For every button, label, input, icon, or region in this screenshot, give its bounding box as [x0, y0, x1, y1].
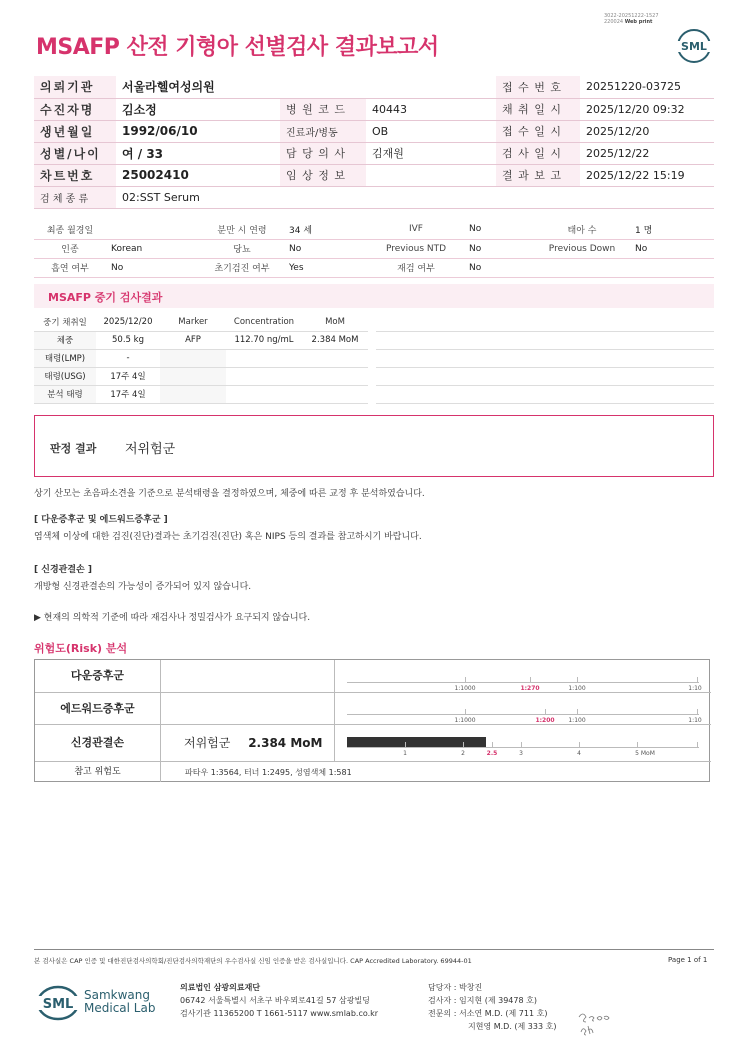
- section-header-results: [34, 284, 714, 308]
- empty-cell: [376, 385, 444, 403]
- scale-line: [347, 682, 699, 683]
- logo-wordmark: [84, 989, 155, 1015]
- value-specimen-type: 02:SST Serum: [116, 186, 714, 208]
- value-mom: 2.384 MoM: [302, 331, 368, 349]
- results-table: [34, 313, 368, 404]
- tick-label: 5 MoM: [635, 750, 655, 757]
- footer-organization: [180, 981, 378, 1020]
- empty-cell: [226, 385, 302, 403]
- web-print-label: Web print: [624, 19, 653, 25]
- label-receipt-date: 접 수 일 시: [496, 120, 580, 142]
- risk-table: [34, 659, 710, 782]
- empty-cell: [444, 313, 506, 331]
- section-title: MSAFP 중기 검사결과: [48, 291, 163, 304]
- value-report-time: 2025/12/22 15:19: [580, 164, 714, 186]
- empty-cell: [586, 385, 714, 403]
- value-retest: No: [464, 258, 534, 277]
- note-heading-ntd: [ 신경관결손 ]: [34, 565, 92, 575]
- tick-label: 1:100: [568, 685, 586, 692]
- patient-info-table: [34, 76, 714, 209]
- empty-cell: [160, 385, 226, 403]
- sml-logo-text: SML: [42, 997, 74, 1012]
- value-department: OB: [366, 120, 496, 142]
- value-lmp: [106, 220, 200, 239]
- label-retest: 재검 여부: [368, 258, 464, 277]
- label-smoking: 흡연 여부: [34, 258, 106, 277]
- label-weight: 체중: [34, 331, 96, 349]
- empty-cell: [376, 367, 444, 385]
- value-ga-analysis: 17주 4일: [96, 385, 160, 403]
- scale-line: [347, 714, 699, 715]
- empty-cell: [376, 349, 444, 367]
- empty-cell: [376, 331, 444, 349]
- label-race: 인종: [34, 239, 106, 258]
- signature-icon: [576, 1008, 612, 1038]
- value-chart-no: 25002410: [116, 164, 280, 186]
- tick: [579, 742, 580, 747]
- logo-line1: Samkwang: [84, 988, 150, 1002]
- label-collection-date: 중기 채취일: [34, 313, 96, 331]
- reference-risks: 파타우 1:3564, 터너 1:2495, 성염색체 1:581: [185, 768, 352, 777]
- tick: [545, 709, 546, 714]
- org-name: 의료법인 삼광의료재단: [180, 983, 261, 992]
- header-concentration: Concentration: [226, 313, 302, 331]
- value-ivf: No: [464, 220, 534, 239]
- tick: [465, 709, 466, 714]
- empty-cell: [376, 313, 444, 331]
- label-test-date: 검 사 일 시: [496, 142, 580, 164]
- value-smoking: No: [106, 258, 200, 277]
- ntd-mom: 2.384 MoM: [248, 736, 323, 750]
- label-ivf: IVF: [368, 220, 464, 239]
- web-id-line1: 3022-20251222-1527: [604, 13, 659, 19]
- value-weight: 50.5 kg: [96, 331, 160, 349]
- tick-label: 1:1000: [454, 685, 476, 692]
- empty-cell: [506, 367, 586, 385]
- risk-mid-down: [161, 660, 335, 692]
- note-analysis: 상기 산모는 초음파소견을 기준으로 분석태령을 결정하였으며, 체중에 따른 교정 후 분석하였습니다.: [34, 489, 425, 499]
- risk-mid-edwards: [161, 693, 335, 724]
- value-test-date: 2025/12/22: [580, 142, 714, 164]
- empty-cell: [444, 385, 506, 403]
- value-clinical-info: [366, 164, 496, 186]
- label-clinical-info: 임 상 정 보: [280, 164, 366, 186]
- empty-cell: [586, 367, 714, 385]
- tick: [697, 677, 698, 682]
- tick-label: 1:10: [688, 685, 702, 692]
- judgement-label: 판정 결과: [50, 442, 97, 455]
- label-specimen-type: 검 체 종 류: [34, 186, 116, 208]
- empty-cell: [302, 349, 368, 367]
- value-accession-no: 20251220-03725: [580, 76, 714, 98]
- results-table-empty: [376, 313, 714, 404]
- label-physician: 담 당 의 사: [280, 142, 366, 164]
- risk-title: 위험도(Risk) 분석: [34, 642, 128, 655]
- note-down-edwards: 염색체 이상에 대한 검진(진단)결과는 초기검진(진단) 혹은 NIPS 등의 결과를 참고하시기 바랍니다.: [34, 532, 422, 542]
- value-collection-time: 2025/12/20 09:32: [580, 98, 714, 120]
- tick-label-risk: 1:200: [535, 717, 555, 724]
- label-first-screening: 초기검진 여부: [200, 258, 284, 277]
- value-patient-name: 김소정: [116, 98, 280, 120]
- empty-cell: [302, 385, 368, 403]
- label-previous-down: Previous Down: [534, 239, 630, 258]
- empty-cell: [226, 367, 302, 385]
- label-diabetes: 당뇨: [200, 239, 284, 258]
- risk-mid-ntd: [161, 725, 335, 761]
- tick: [577, 677, 578, 682]
- note-heading-down-edwards: [ 다운증후군 및 에드워드증후군 ]: [34, 515, 168, 525]
- tick: [637, 742, 638, 747]
- risk-row-down: [35, 660, 711, 693]
- risk-row-edwards: [35, 693, 711, 725]
- empty-cell: [506, 313, 586, 331]
- sml-logo-icon: [676, 28, 712, 64]
- empty-cell: [160, 349, 226, 367]
- staff-tester: 임지현 (제 39478 호): [458, 996, 537, 1005]
- label-sex-age: 성별/나이: [34, 142, 116, 164]
- empty-cell: [586, 349, 714, 367]
- tick-label: 2: [461, 750, 465, 757]
- risk-scale-ntd: [347, 734, 699, 764]
- empty-cell: [534, 258, 630, 277]
- page-number: Page 1 of 1: [668, 956, 708, 964]
- staff-specialist-1: 서소연 M.D. (제 711 호): [458, 1009, 548, 1018]
- footer-divider: [34, 949, 714, 950]
- risk-name-down: 다운증후군: [35, 660, 161, 692]
- value-ga-usg: 17주 4일: [96, 367, 160, 385]
- tick-label-risk: 1:270: [520, 685, 540, 692]
- label-maternal-age: 분만 시 연령: [200, 220, 284, 239]
- risk-name-reference: 참고 위험도: [35, 762, 161, 782]
- tick-label: 1:100: [568, 717, 586, 724]
- label-previous-ntd: Previous NTD: [368, 239, 464, 258]
- label-accession-no: 접 수 번 호: [496, 76, 580, 98]
- label-birthdate: 생년월일: [34, 120, 116, 142]
- empty-cell: [506, 385, 586, 403]
- label-department: 진료과/병동: [280, 120, 366, 142]
- note-recommendation: ▶ 현재의 의학적 기준에 따라 재검사나 정밀검사가 요구되지 않습니다.: [34, 613, 311, 623]
- label-ga-lmp: 태령(LMP): [34, 349, 96, 367]
- samkwang-logo: [36, 983, 156, 1023]
- tick-label-cutoff: 2.5: [486, 750, 498, 757]
- staff-label-specialist: 전문의 :: [428, 1009, 457, 1018]
- tick: [463, 742, 464, 747]
- empty-cell: [160, 367, 226, 385]
- empty-cell: [226, 349, 302, 367]
- judgement-value: 저위험군: [125, 442, 176, 457]
- empty-cell: [506, 331, 586, 349]
- value-birthdate: 1992/06/10: [116, 120, 280, 142]
- value-requester: 서울라헬여성의원: [116, 76, 496, 98]
- value-previous-down: No: [630, 239, 714, 258]
- risk-row-ntd: [35, 725, 711, 762]
- value-concentration: 112.70 ng/mL: [226, 331, 302, 349]
- web-print-id: [604, 13, 659, 25]
- value-maternal-age: 34 세: [284, 220, 368, 239]
- tick: [697, 742, 698, 747]
- tick: [521, 742, 522, 747]
- tick: [405, 742, 406, 747]
- footer-accreditation: 본 검사실은 CAP 인증 및 대한진단검사의학회/진단검사의학재단의 우수검사실 신임 인증을 받은 검사실입니다. CAP Accredited Laboratory. 69944-01: [34, 957, 472, 965]
- footer-staff: [428, 981, 556, 1033]
- label-fetus-count: 태아 수: [534, 220, 630, 239]
- tick: [492, 742, 493, 747]
- empty-cell: [444, 331, 506, 349]
- value-sex-age: 여 / 33: [116, 142, 280, 164]
- value-diabetes: No: [284, 239, 368, 258]
- header-mom: MoM: [302, 313, 368, 331]
- staff-specialist-2: 지현영 M.D. (제 333 호): [468, 1022, 557, 1031]
- tick: [465, 677, 466, 682]
- value-hospital-code: 40443: [366, 98, 496, 120]
- web-id-line2: 220024: [604, 19, 624, 25]
- logo-line2: Medical Lab: [84, 1001, 156, 1015]
- staff-manager: 박창진: [458, 983, 483, 992]
- label-report-time: 결 과 보 고: [496, 164, 580, 186]
- ntd-mom-bar: [347, 737, 486, 747]
- empty-cell: [444, 367, 506, 385]
- empty-cell: [586, 313, 714, 331]
- label-hospital-code: 병 원 코 드: [280, 98, 366, 120]
- tick-label: 1:1000: [454, 717, 476, 724]
- staff-label-tester: 검사자 :: [428, 996, 457, 1005]
- tick-label: 3: [519, 750, 523, 757]
- tick-label: 1:10: [688, 717, 702, 724]
- tick: [530, 677, 531, 682]
- value-marker: AFP: [160, 331, 226, 349]
- header-marker: Marker: [160, 313, 226, 331]
- maternal-info-table: [34, 220, 714, 278]
- label-chart-no: 차트번호: [34, 164, 116, 186]
- value-race: Korean: [106, 239, 200, 258]
- tick: [577, 709, 578, 714]
- staff-label-manager: 담당자 :: [428, 983, 457, 992]
- sml-logo-text: SML: [681, 40, 707, 53]
- empty-cell: [586, 331, 714, 349]
- label-collection-time: 채 취 일 시: [496, 98, 580, 120]
- note-ntd: 개방형 신경관결손의 가능성이 증가되어 있지 않습니다.: [34, 582, 252, 592]
- org-address: 06742 서울특별시 서초구 바우뫼로41길 57 삼광빌딩: [180, 996, 370, 1005]
- value-fetus-count: 1 명: [630, 220, 714, 239]
- value-ga-lmp: -: [96, 349, 160, 367]
- risk-name-edwards: 에드워드증후군: [35, 693, 161, 724]
- value-first-screening: Yes: [284, 258, 368, 277]
- risk-row-reference: [35, 762, 711, 782]
- tick: [697, 709, 698, 714]
- label-requester: 의뢰기관: [34, 76, 116, 98]
- ntd-result: 저위험군: [184, 736, 231, 750]
- value-collection-date: 2025/12/20: [96, 313, 160, 331]
- label-ga-analysis: 분석 태령: [34, 385, 96, 403]
- label-ga-usg: 태령(USG): [34, 367, 96, 385]
- report-title: MSAFP 산전 기형아 선별검사 결과보고서: [36, 35, 439, 60]
- tick-label: 4: [577, 750, 581, 757]
- scale-line: [347, 747, 699, 748]
- value-previous-ntd: No: [464, 239, 534, 258]
- label-lmp: 최종 월경일: [34, 220, 106, 239]
- label-patient-name: 수진자명: [34, 98, 116, 120]
- org-contact: 검사기관 11365200 T 1661-5117 www.smlab.co.kr: [180, 1009, 379, 1018]
- empty-cell: [444, 349, 506, 367]
- tick-label: 1: [403, 750, 407, 757]
- empty-cell: [302, 367, 368, 385]
- empty-cell: [506, 349, 586, 367]
- sml-logo-icon: [36, 983, 80, 1023]
- empty-cell: [630, 258, 714, 277]
- risk-name-ntd: 신경관결손: [35, 725, 161, 761]
- value-receipt-date: 2025/12/20: [580, 120, 714, 142]
- value-physician: 김재원: [366, 142, 496, 164]
- judgement-box: [34, 415, 714, 477]
